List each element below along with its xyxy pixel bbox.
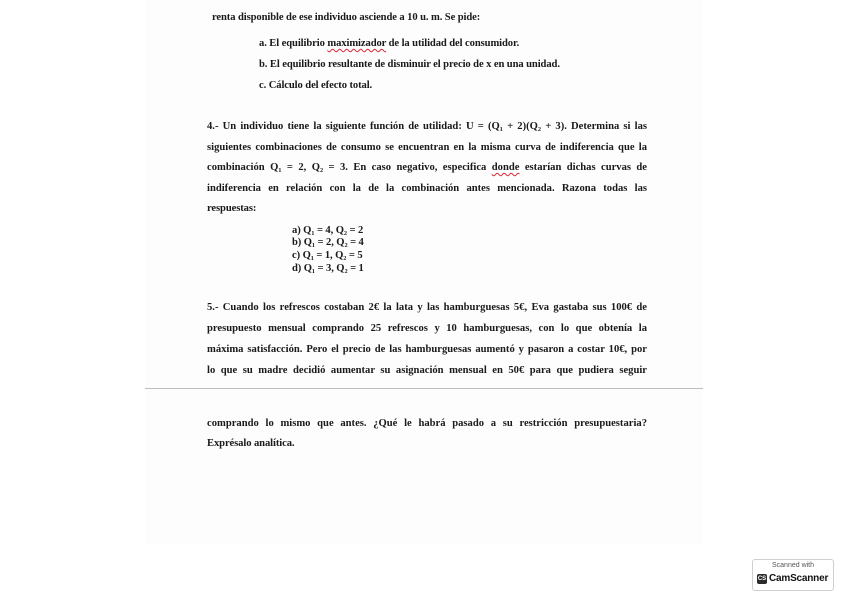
problem4-line-1: 4.- Un individuo tiene la siguiente función de utilidad: U = (Q₁ + 2)(Q₂ + 3). Determina si las — [207, 121, 647, 132]
problem3-item-c: c. Cálculo del efecto total. — [259, 80, 373, 91]
problem5-line-4: lo que su madre decidió aumentar su asignación mensual en 50€ para que pudiera seguir — [207, 365, 647, 376]
problem4-line-3: combinación Q₁ = 2, Q₂ = 3. En caso negativo, especifica donde estarían dichas curvas de — [207, 162, 648, 173]
problem4-line-2: siguientes combinaciones de consumo se encuentran en la misma curva de indiferencia que la — [207, 142, 647, 153]
camscanner-brand: CamScanner — [769, 573, 829, 584]
problem4-last-line: respuestas: — [207, 203, 257, 214]
problem5-continuation-line: comprando lo mismo que antes. ¿Qué le habrá pasado a su restricción presupuestaria? — [207, 418, 647, 429]
problem5-line-1: 5.- Cuando los refrescos costaban 2€ la lata y las hamburguesas 5€, Eva gastaba sus 100€ de — [207, 302, 647, 313]
problem5-line-2: presupuesto mensual comprando 25 refrescos y 10 hamburguesas, con lo que obtenía la — [207, 323, 647, 334]
intro-line: renta disponible de ese individuo asciende a 10 u. m. Se pide: — [212, 12, 481, 23]
page-break-divider — [145, 388, 703, 389]
camscanner-logo-icon: CS — [757, 576, 767, 582]
scanned-with-label: Scanned with — [771, 562, 815, 569]
problem4-option-d: d) Q₁ = 3, Q₂ = 1 — [292, 263, 364, 274]
spellcheck-flagged-word-donde: donde — [491, 162, 520, 173]
camscanner-watermark — [752, 559, 834, 591]
problem3-item-a: a. El equilibrio maximizador de la utilidad del consumidor. — [259, 38, 520, 49]
problem5-line-3: máxima satisfacción. Pero el precio de las hamburguesas aumentó y pasaron a costar 10€, por — [207, 344, 647, 355]
problem4-option-a: a) Q₁ = 4, Q₂ = 2 — [292, 225, 364, 236]
problem5-final-line: Exprésalo analítica. — [207, 438, 295, 449]
problem4-line-4: indiferencia en relación con la de la combinación antes mencionada. Razona todas las — [207, 183, 647, 194]
problem4-option-b: b) Q₁ = 2, Q₂ = 4 — [292, 237, 364, 248]
scanned-page — [145, 0, 703, 545]
problem4-option-c: c) Q₁ = 1, Q₂ = 5 — [292, 250, 363, 261]
problem3-item-b: b. El equilibrio resultante de disminuir el precio de x en una unidad. — [259, 59, 560, 70]
spellcheck-flagged-word: maximizador — [327, 38, 387, 49]
